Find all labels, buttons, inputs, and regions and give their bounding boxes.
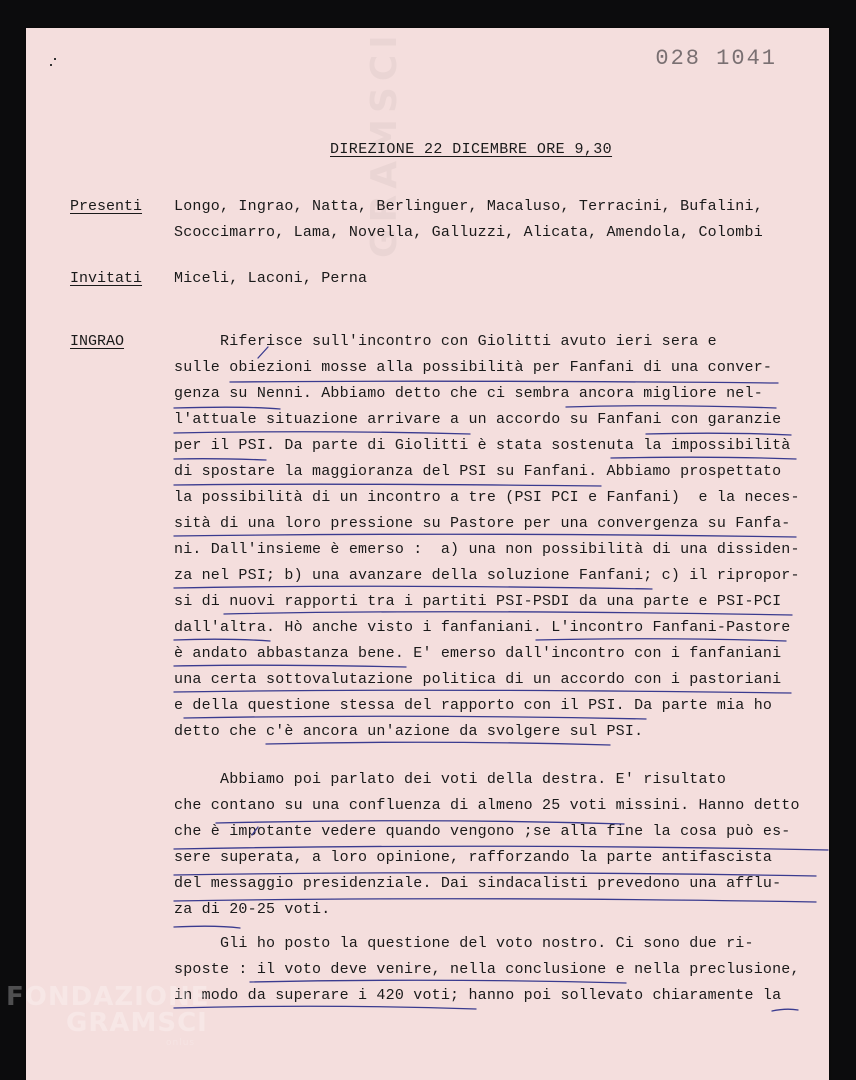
text-line: del messaggio presidenziale. Dai sindacalisti prevedono una afflu- — [174, 875, 782, 892]
pen-underline — [536, 639, 786, 641]
text-line: che contano su una confluenza di almeno 25 voti missini. Hanno detto — [174, 797, 800, 814]
text-line: una certa sottovalutazione politica di un accordo con i pastoriani — [174, 671, 782, 688]
text-line: za nel PSI; b) una avanzare della soluzione Fanfani; c) il ripropor- — [174, 567, 800, 584]
text-line: Abbiamo poi parlato dei voti della destra. E' risultato — [174, 771, 727, 788]
pen-underline — [174, 407, 280, 409]
pen-underline — [174, 690, 791, 693]
text-line: detto che c'è ancora un'azione da svolgere sul PSI. — [174, 723, 644, 740]
text-line: la possibilità di un incontro a tre (PSI PCI e Fanfani) e la neces- — [174, 489, 800, 506]
pen-underline — [611, 457, 796, 459]
faint-watermark: GRAMSCI — [364, 29, 405, 258]
pen-underline — [230, 381, 778, 383]
text-line: e della questione stessa del rapporto con il PSI. Da parte mia ho — [174, 697, 773, 714]
page-title: DIREZIONE 22 DICEMBRE ORE 9,30 — [330, 141, 613, 158]
text-line: Riferisce sull'incontro con Giolitti avuto ieri sera e — [174, 333, 717, 350]
archive-logo-line1: FONDAZIONE — [6, 982, 210, 1012]
pen-underline — [174, 926, 240, 928]
pen-underline — [224, 612, 792, 615]
text-line: si di nuovi rapporti tra i partiti PSI-PSDI da una parte e PSI-PCI — [174, 593, 782, 610]
text-line: genza su Nenni. Abbiamo detto che ci sembra ancora migliore nel- — [174, 385, 763, 402]
text-line: dall'altra. Hò anche visto i fanfaniani. L'incontro Fanfani-Pastore — [174, 619, 791, 636]
text-line: ni. Dall'insieme è emerso : a) una non possibilità di una dissiden- — [174, 541, 800, 558]
pen-underline — [174, 534, 796, 537]
pen-underline — [174, 639, 270, 641]
pen-underline — [566, 406, 776, 408]
archive-logo-line2: GRAMSCI — [66, 1008, 208, 1038]
text-line: di spostare la maggioranza del PSI su Fanfani. Abbiamo prospettato — [174, 463, 782, 480]
text-line: Gli ho posto la questione del voto nostro. Ci sono due ri- — [174, 935, 754, 952]
text-line: l'attuale situazione arrivare a un accordo su Fanfani con garanzie — [174, 411, 782, 428]
text-line: sere superata, a loro opinione, rafforzando la parte antifascista — [174, 849, 773, 866]
pen-underline — [174, 1006, 476, 1009]
pen-underline — [772, 1009, 798, 1011]
ink-speck — [54, 58, 56, 60]
invitati-label: Invitati — [70, 270, 143, 287]
pen-underline — [250, 980, 626, 983]
text-line: in modo da superare i 420 voti; hanno poi sollevato chiaramente la — [174, 987, 782, 1004]
pen-underline — [174, 665, 406, 667]
ink-speck — [50, 64, 52, 66]
presenti-line: Longo, Ingrao, Natta, Berlinguer, Macaluso, Terracini, Bufalini, — [174, 198, 763, 215]
archive-logo — [6, 982, 209, 1048]
text-line: sulle obiezioni mosse alla possibilità per Fanfani di una conver- — [174, 359, 773, 376]
invitati-line: Miceli, Laconi, Perna — [174, 270, 368, 287]
pen-underline — [266, 742, 610, 745]
presenti-line: Scoccimarro, Lama, Novella, Galluzzi, Alicata, Amendola, Colombi — [174, 224, 763, 241]
speaker-label: INGRAO — [70, 333, 125, 350]
text-line: za di 20-25 voti. — [174, 901, 331, 918]
pen-underline — [174, 459, 266, 460]
presenti-label: Presenti — [70, 198, 143, 215]
text-line: per il PSI. Da parte di Giolitti è stata sostenuta la impossibilità — [174, 437, 791, 454]
pen-underline — [646, 433, 791, 435]
text-line: sità di una loro pressione su Pastore per una convergenza su Fanfa- — [174, 515, 791, 532]
document-page — [26, 28, 829, 1080]
pen-underline — [184, 716, 646, 719]
pen-underline — [174, 484, 601, 486]
archive-number: 028 1041 — [655, 46, 777, 71]
archive-logo-line3: onlus — [166, 1038, 196, 1048]
pen-underline — [174, 586, 652, 589]
text-line: sposte : il voto deve venire, nella conclusione e nella preclusione, — [174, 961, 800, 978]
pen-underline — [174, 432, 470, 434]
text-line: è andato abbastanza bene. E' emerso dall'incontro con i fanfaniani — [174, 645, 782, 662]
text-line: che è impotante vedere quando vengono ;se alla fine la cosa può es- — [174, 823, 791, 840]
